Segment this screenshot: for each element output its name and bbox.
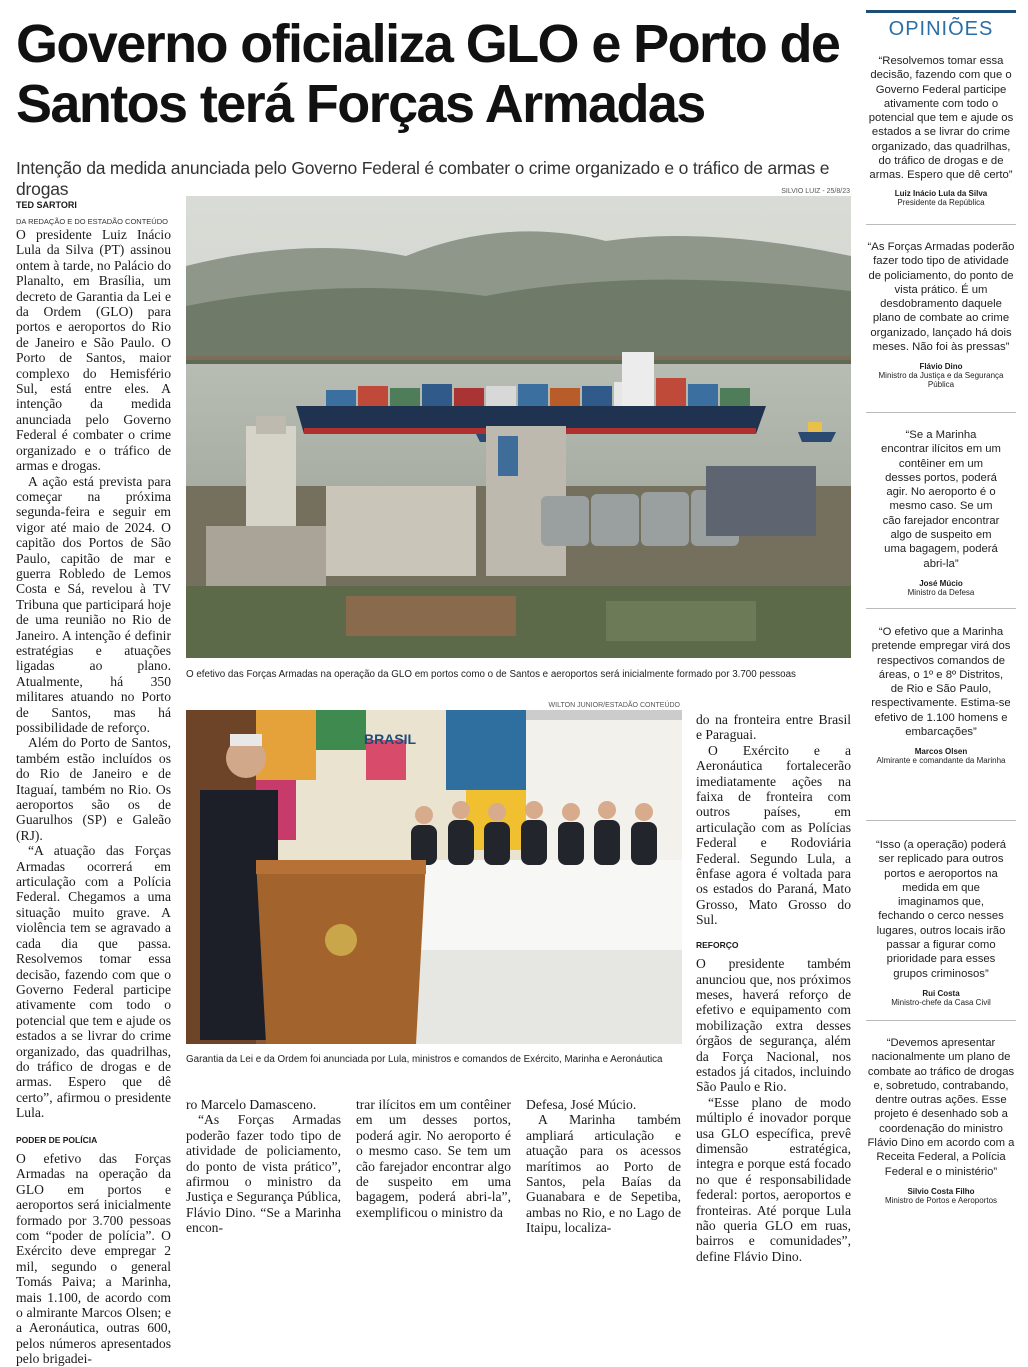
article-column-5: [696, 712, 851, 1264]
section-label-poder-de-policia: PODER DE POLÍCIA: [16, 1134, 98, 1145]
opinion-quote: “Isso (a operação) poderá ser replicado para outros portos e aeroportos na medida em que imaginamos que, fechando o cerco nesses lugares, outros locais irão passar a figurar como prioridade para esses grupos criminosos”: [876, 839, 1006, 980]
opinion-author: Rui Costa: [922, 988, 960, 998]
article-column-1: [16, 227, 171, 1367]
opinion-role: Ministro-chefe da Casa Civil: [891, 997, 991, 1007]
paragraph: A Marinha também ampliará articulação e atuação para os acessos marítimos ao Porto de Santos, pela Baías da Guanabara e de Sepetiba, ambas no Rio, e no Lago de Itaipu, localiza-: [526, 1112, 681, 1236]
paragraph: O presidente também anunciou que, nos próximos meses, haverá reforço de efetivo e equipamento com mobilização extra desses órgãos de segurança, além da Força Nacional, nos estados já citados, incluindo São Paulo e Rio.: [696, 956, 851, 1095]
opinions-top-rule: [866, 10, 1016, 13]
paragraph: A ação está prevista para começar na próxima segunda-feira e seguir em vigor até maio de 2024. O capitão dos Portos de São Paulo, capitão de mar e guerra Robledo de Lemos Costa e Sá, revelou à TV Tribuna que participará hoje de uma reunião no Rio de Janeiro. A intenção é definir estratégias e atuações ligadas ao plano. Atualmente, há 350 militares atuando no Porto de Santos, mas há possibilidade de reforço.: [16, 473, 171, 735]
opinion-role: Almirante e comandante da Marinha: [876, 756, 1006, 766]
opinion-quote: “Se a Marinha encontrar ilícitos em um contêiner em um desses portos, poderá agir. No aeroporto é o mesmo caso. Se um cão farejador encontrar algo de suspeito em uma bagagem, poderá abri-la”: [881, 429, 1001, 570]
opinion-item: [866, 54, 1016, 207]
section-label-reforco: REFORÇO: [696, 939, 739, 950]
opinion-item: [866, 240, 1016, 389]
paragraph: “Esse plano de modo múltiplo é inovador porque usa GLO específica, prevê dimensão estratégica, integra e porque está focado no que é responsabilidade federal: portos, aeroportos e fronteiras. Até porque Lula não queria GLO em ruas, bairros e comunidades”, define Flávio Dino.: [696, 1094, 851, 1264]
byline-author: TED SARTORI: [16, 200, 77, 210]
opinion-author: Flávio Dino: [919, 362, 963, 372]
opinion-author: Silvio Costa Filho: [907, 1186, 975, 1196]
opinion-role: Ministro da Defesa: [907, 587, 975, 597]
opinion-divider: [866, 608, 1016, 609]
opinion-author: Luiz Inácio Lula da Silva: [894, 188, 988, 198]
subheadline: Intenção da medida anunciada pelo Governo Federal é combater o crime organizado e o tráfico de armas e drogas: [16, 158, 830, 199]
port-photo-illustration: [186, 196, 851, 658]
article-column-3: [356, 1097, 511, 1220]
opinion-role: Presidente da República: [897, 197, 985, 207]
banner-brasil-text: BRASIL: [364, 731, 417, 747]
paragraph: O presidente Luiz Inácio Lula da Silva (PT) assinou ontem à tarde, no Palácio do Planalto, em Brasília, um decreto de Garantia da Lei e da Ordem (GLO) para portos e aeroportos do Rio de Janeiro e São Paulo. O Porto de Santos, maior complexo do Hemisfério Sul, está entre eles. A intenção da medida anunciada pelo Governo Federal é combater o crime organizado e o tráfico de armas e drogas.: [16, 227, 171, 474]
opinion-divider: [866, 224, 1016, 225]
opinion-item: [866, 1036, 1016, 1205]
paragraph: trar ilícitos em um contêiner em um desses portos, poderá agir. No aeroporto é o mesmo caso. Se tem um cão farejador encontrar algo de suspeito em uma bagagem, poderá abri-la”, exemplificou o ministro da: [356, 1097, 511, 1220]
port-of-santos-photo: [186, 196, 851, 658]
opinion-author: José Múcio: [919, 578, 963, 588]
opinion-item: [871, 625, 1011, 765]
paragraph: do na fronteira entre Brasil e Paraguai.: [696, 712, 851, 743]
paragraph: “A atuação das Forças Armadas ocorrerá em articulação com a Polícia Federal. Chegamos a uma situação muito grave. A violência tem se agravado a cada dia que passa. Resolvemos tomar essa decisão, fazendo com que o Governo Federal participe ativamente com todo o potencial que tem e ajude os estados a se livrar do crime organizado, das quadrilhas, do tráfico de drogas e de armas. Espero que dê certo”, afirmou o presidente Lula.: [16, 843, 171, 1121]
photo-credit: WILTON JUNIOR/ESTADÃO CONTEÚDO: [548, 702, 680, 709]
paragraph: ro Marcelo Damasceno.: [186, 1097, 317, 1112]
photo-caption-ceremony: Garantia da Lei e da Ordem foi anunciada por Lula, ministros e comandos de Exército, Marinha e Aeronáutica: [186, 1054, 663, 1065]
photo-caption-port: O efetivo das Forças Armadas na operação da GLO em portos como o de Santos e aeroportos será inicialmente formado por 3.700 pessoas: [186, 669, 796, 680]
paragraph: Além do Porto de Santos, também estão incluídos os do Rio de Janeiro e de Itaguaí, também no Rio. Os aeroportos são os de Guarulhos (SP) e Galeão (RJ).: [16, 735, 171, 843]
opinion-quote: “Resolvemos tomar essa decisão, fazendo com que o Governo Federal participe ativamente com todo o potencial que tem e ajude os estados a se livrar do crime organizado, das quadrilhas, do tráfico de drogas e de armas. Espero que dê certo”: [868, 55, 1014, 182]
opinion-divider: [866, 820, 1016, 821]
article-column-4: [526, 1097, 681, 1236]
headline: Governo oficializa GLO e Porto de Santos terá Forças Armadas: [16, 14, 840, 134]
photo-credit: SILVIO LUIZ - 25/8/23: [781, 188, 850, 195]
opinion-item: [881, 428, 1001, 597]
opinion-divider: [866, 412, 1016, 413]
opinion-quote: “O efetivo que a Marinha pretende empregar virá dos respectivos comandos de áreas, o 1º e 8º Distritos, de Rio e São Paulo, respectivamente. Estima-se efetivo de 1.100 homens e embarcações”: [871, 626, 1011, 739]
paragraph: O efetivo das Forças Armadas na operação da GLO em portos e aeroportos será inicialmente formado por 3.700 pessoas com “poder de polícia”. O Exército deve empregar 2 mil, segundo o general Tomás Paiva; a Marinha, mais 1.100, de acordo com o almirante Marcos Olsen; e a Aeronáutica, outras 600, pelos números apresentados pelo brigadei-: [16, 1150, 171, 1367]
opinion-item: [874, 838, 1008, 1007]
opinion-author: Marcos Olsen: [914, 747, 968, 757]
paragraph: “As Forças Armadas poderão fazer todo tipo de atividade de policiamento, do ponto de vista prático”, afirmou o ministro da Justiça e Segurança Pública, Flávio Dino. “Se a Marinha encon-: [186, 1112, 341, 1236]
opinion-role: Ministro da Justiça e da Segurança Pública: [878, 371, 1004, 390]
opinion-quote: “Devemos apresentar nacionalmente um plano de combate ao tráfico de drogas e, sobretudo, contrabando, dentre outras ações. Esse projeto é desenhado sob a coordenação do ministro Flávio Dino em acordo com a Receita Federal, a Polícia Federal e o ministério”: [867, 1037, 1015, 1178]
announcement-ceremony-photo: [186, 710, 682, 1044]
opinion-divider: [866, 1020, 1016, 1021]
ceremony-photo-illustration: [186, 710, 682, 1044]
opinions-title: OPINIÕES: [888, 18, 994, 40]
opinion-role: Ministro de Portos e Aeroportos: [884, 1195, 998, 1205]
paragraph: O Exército e a Aeronáutica fortalecerão imediatamente ações na faixa de fronteira com outros países, em articulação com as Polícias Federal e Rodoviária Federal. Segundo Lula, a ênfase agora é voltada para os estados do Paraná, Mato Grosso, Mato Grosso do Sul.: [696, 742, 851, 928]
opinion-quote: “As Forças Armadas poderão fazer todo tipo de atividade de policiamento, do ponto de vista prático. É um desdobramento daquele plano de combate ao crime organizado, lançado há dois meses. Não foi às pressas”: [867, 241, 1015, 354]
paragraph: Defesa, José Múcio.: [526, 1097, 637, 1112]
byline-source: DA REDAÇÃO E DO ESTADÃO CONTEÚDO: [16, 217, 168, 226]
article-column-2: [186, 1097, 341, 1236]
